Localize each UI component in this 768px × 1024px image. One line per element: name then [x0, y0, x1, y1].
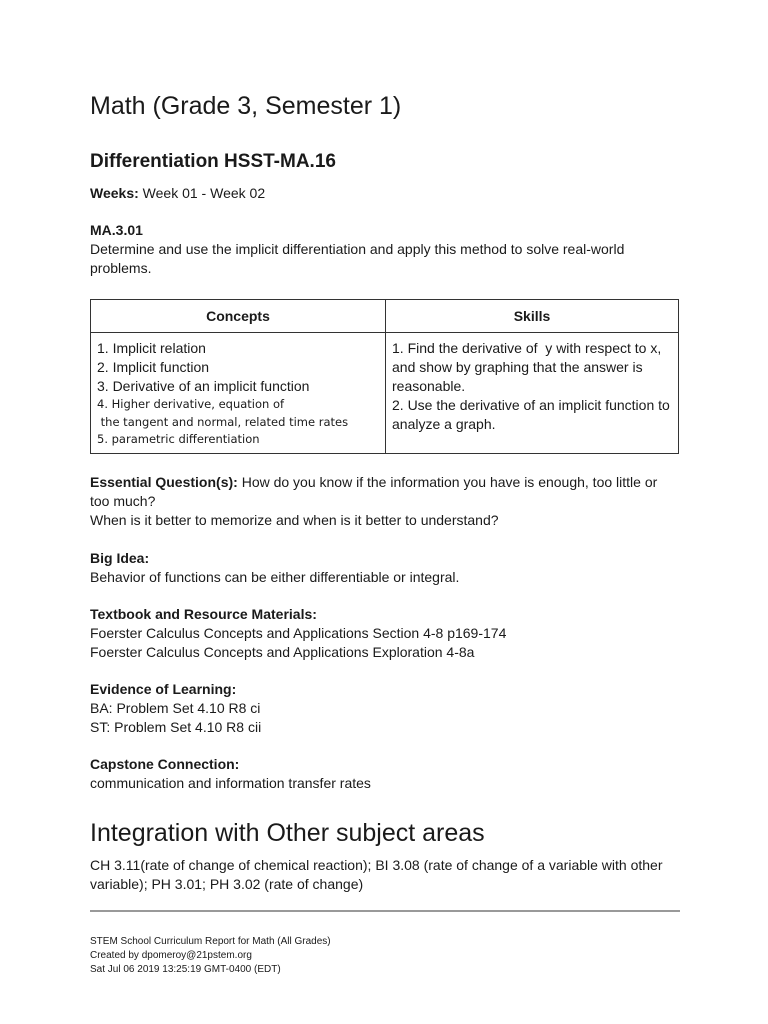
textbook-materials — [90, 605, 680, 662]
evidence-label: Evidence of Learning: — [90, 681, 237, 697]
weeks-line — [90, 184, 265, 203]
skill-line: analyze a graph. — [392, 416, 496, 432]
textbook-item: Foerster Calculus Concepts and Applications Section 4-8 p169-174 — [90, 625, 507, 641]
textbook-item: Foerster Calculus Concepts and Applications Exploration 4-8a — [90, 644, 475, 660]
skill-line: 1. Find the derivative of y with respect to x, — [392, 340, 662, 356]
skills-cell — [386, 333, 679, 454]
footer — [90, 935, 331, 977]
table-header-row — [91, 300, 679, 333]
standard-block — [90, 221, 680, 278]
standard-description: Determine and use the implicit differentiation and apply this method to solve real-world problems. — [90, 241, 625, 276]
table-row — [91, 333, 679, 454]
concepts-skills-table — [90, 299, 679, 454]
essential-q1: How do you know if the information you have is enough, too little or too much? — [90, 474, 658, 509]
textbook-label: Textbook and Resource Materials: — [90, 606, 317, 622]
skill-line: 2. Use the derivative of an implicit function to — [392, 397, 670, 413]
capstone-connection — [90, 755, 680, 793]
integration-text: CH 3.11(rate of change of chemical reaction); BI 3.08 (rate of change of a variable with other variable); PH 3.01; PH 3.02 (rate of change) — [90, 857, 663, 892]
standard-code: MA.3.01 — [90, 222, 143, 238]
concept-item: 4. Higher derivative, equation of — [97, 397, 285, 411]
weeks-value: Week 01 - Week 02 — [138, 185, 266, 201]
footer-divider — [90, 910, 680, 912]
concepts-cell — [91, 333, 386, 454]
big-idea-label: Big Idea: — [90, 550, 150, 566]
skill-line: reasonable. — [392, 378, 466, 394]
capstone-label: Capstone Connection: — [90, 756, 240, 772]
footer-report-name: STEM School Curriculum Report for Math (All Grades) — [90, 936, 331, 947]
concept-item: 5. parametric differentiation — [97, 432, 260, 446]
big-idea — [90, 549, 680, 587]
evidence-item: BA: Problem Set 4.10 R8 ci — [90, 700, 261, 716]
evidence-of-learning — [90, 680, 680, 737]
essential-q2: When is it better to memorize and when is it better to understand? — [90, 512, 499, 528]
weeks-label: Weeks: — [90, 185, 139, 201]
concept-item: 2. Implicit function — [97, 359, 210, 375]
concept-item: 1. Implicit relation — [97, 340, 206, 356]
capstone-text: communication and information transfer rates — [90, 775, 371, 791]
evidence-item: ST: Problem Set 4.10 R8 cii — [90, 719, 262, 735]
skill-line: and show by graphing that the answer is — [392, 359, 643, 375]
unit-title: Differentiation HSST-MA.16 — [90, 151, 336, 172]
integration-section — [90, 819, 680, 894]
concepts-header: Concepts — [91, 300, 386, 333]
skills-header: Skills — [386, 300, 679, 333]
page-title: Math (Grade 3, Semester 1) — [90, 92, 402, 120]
essential-label: Essential Question(s): — [90, 474, 238, 490]
essential-questions — [90, 473, 680, 530]
footer-timestamp: Sat Jul 06 2019 13:25:19 GMT-0400 (EDT) — [90, 964, 281, 975]
integration-heading: Integration with Other subject areas — [90, 819, 485, 847]
footer-author: Created by dpomeroy@21pstem.org — [90, 950, 252, 961]
concept-item: the tangent and normal, related time rates — [97, 414, 349, 429]
concept-item: 3. Derivative of an implicit function — [97, 378, 310, 394]
big-idea-text: Behavior of functions can be either differentiable or integral. — [90, 569, 460, 585]
